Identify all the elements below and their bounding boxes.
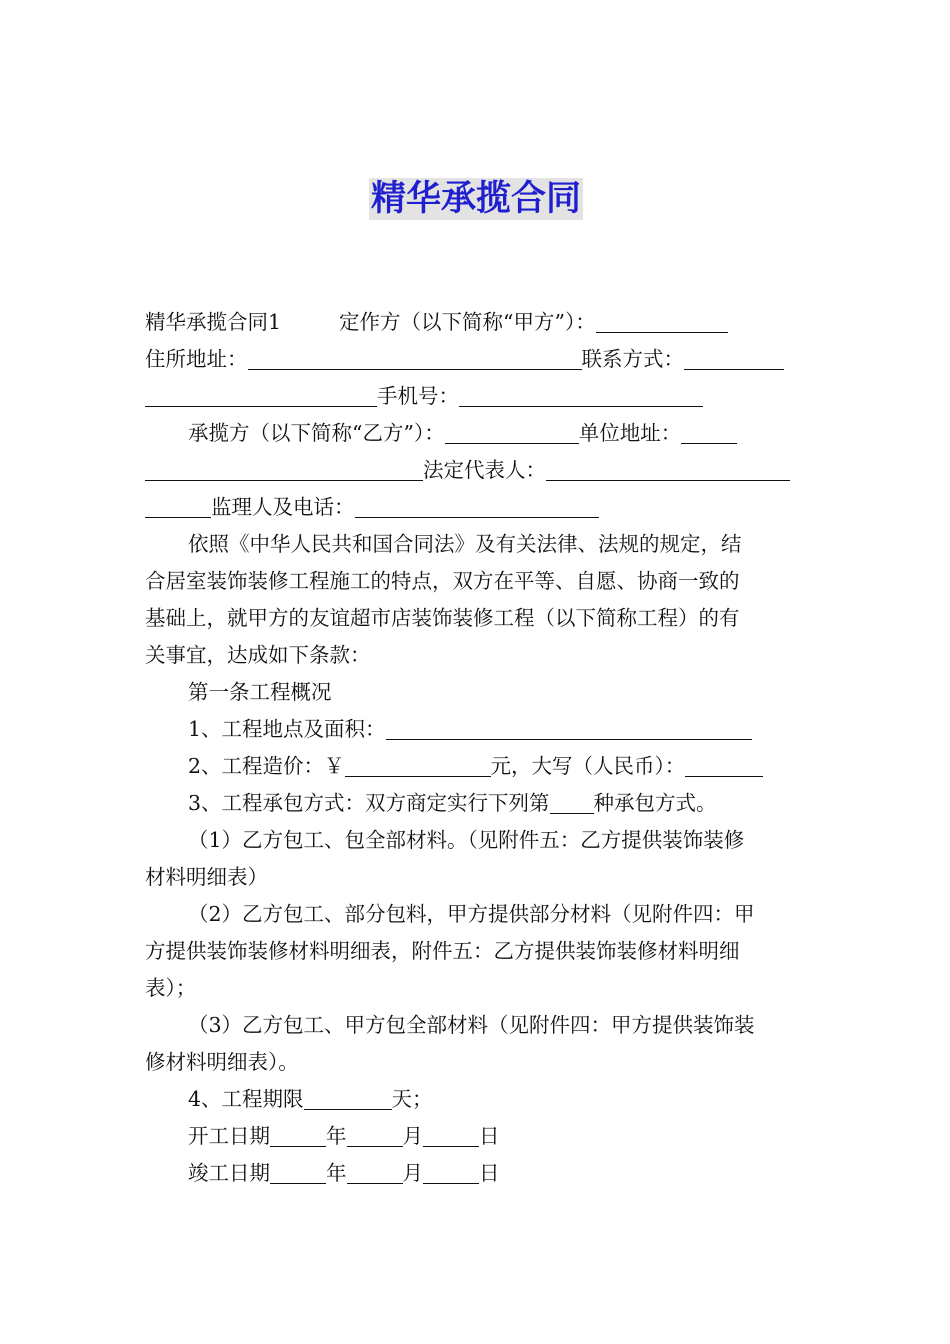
preamble-line-2: 合居室装饰装修工程施工的特点，双方在平等、自愿、协商一致的	[145, 569, 740, 593]
item-3-method	[145, 785, 807, 822]
mobile-line	[145, 378, 807, 415]
start-date-line	[145, 1118, 807, 1155]
address-label: 住所地址：	[145, 347, 248, 371]
party-b-blank	[445, 419, 579, 444]
legal-rep-label: 法定代表人：	[423, 458, 546, 482]
end-day-blank	[423, 1159, 479, 1184]
document-title: 精华承揽合同	[370, 179, 581, 219]
cost-words-label: 元，大写（人民币）：	[490, 754, 686, 778]
location-blank	[386, 715, 752, 740]
end-year-label: 年	[326, 1161, 347, 1185]
contact-label: 联系方式：	[581, 347, 684, 371]
end-date-label: 竣工日期	[188, 1161, 270, 1185]
start-year-blank	[270, 1122, 326, 1147]
party-b-label: 承揽方（以下简称“乙方”）：	[188, 421, 445, 445]
end-month-label: 月	[402, 1161, 423, 1185]
end-date-line	[145, 1155, 807, 1192]
legal-rep-blank	[546, 456, 790, 481]
end-year-blank	[270, 1159, 326, 1184]
preamble-line-3: 基础上，就甲方的友谊超市店装饰装修工程（以下简称工程）的有	[145, 606, 740, 630]
preamble-line-1: 依照《中华人民共和国合同法》及有关法律、法规的规定，结	[188, 532, 742, 556]
party-a-line	[145, 304, 807, 341]
location-label: 1、工程地点及面积：	[188, 717, 386, 741]
option-2-line-3: 表）；	[145, 976, 197, 1000]
address-line	[145, 341, 807, 378]
party-b-line	[145, 415, 807, 452]
item-4-duration	[145, 1081, 807, 1118]
duration-suffix: 天；	[391, 1087, 433, 1111]
option-1-line-1: （1）乙方包工、包全部材料。（见附件五：乙方提供装饰装修	[188, 828, 745, 852]
supervisor-blank	[355, 493, 599, 518]
option-3-line-2: 修材料明细表）。	[145, 1050, 299, 1074]
unit-address-blank-cont	[145, 456, 423, 481]
option-1-line-2: 材料明细表）	[145, 865, 268, 889]
supervisor-line	[145, 489, 807, 526]
end-day-label: 日	[479, 1161, 500, 1185]
party-a-blank	[596, 308, 728, 333]
start-month-label: 月	[402, 1124, 423, 1148]
cost-label: 2、工程造价：￥	[188, 754, 345, 778]
article-1-heading: 第一条工程概况	[188, 680, 332, 704]
unit-address-blank	[681, 419, 737, 444]
mobile-blank	[459, 382, 703, 407]
method-label: 3、工程承包方式：双方商定实行下列第	[188, 791, 550, 815]
address-blank	[248, 345, 582, 370]
party-a-label: 定作方（以下简称“甲方”）：	[339, 310, 596, 334]
start-year-label: 年	[326, 1124, 347, 1148]
preamble-line-4: 关事宜，达成如下条款：	[145, 643, 371, 667]
start-day-label: 日	[479, 1124, 500, 1148]
title-container	[145, 178, 807, 220]
method-suffix: 种承包方式。	[593, 791, 717, 815]
item-1-location	[145, 711, 807, 748]
contact-blank-cont	[145, 382, 377, 407]
mobile-label: 手机号：	[377, 384, 459, 408]
item-2-cost	[145, 748, 807, 785]
supervisor-label: 监理人及电话：	[211, 495, 355, 519]
duration-blank	[304, 1085, 392, 1110]
legal-rep-line	[145, 452, 807, 489]
start-month-blank	[347, 1122, 403, 1147]
option-3-line-1: （3）乙方包工、甲方包全部材料（见附件四：甲方提供装饰装	[188, 1013, 755, 1037]
start-date-label: 开工日期	[188, 1124, 270, 1148]
cost-blank	[345, 752, 491, 777]
legal-rep-blank-cont	[145, 493, 211, 518]
option-2-line-1: （2）乙方包工、部分包料，甲方提供部分材料（见附件四：甲	[188, 902, 755, 926]
heading-label: 精华承揽合同1	[145, 310, 282, 334]
end-month-blank	[347, 1159, 403, 1184]
option-2-line-2: 方提供装饰装修材料明细表，附件五：乙方提供装饰装修材料明细	[145, 939, 740, 963]
method-blank	[550, 789, 594, 814]
start-day-blank	[423, 1122, 479, 1147]
contract-body	[145, 304, 807, 1192]
cost-words-blank	[685, 752, 763, 777]
contact-blank	[684, 345, 784, 370]
duration-label: 4、工程期限	[188, 1087, 304, 1111]
unit-address-label: 单位地址：	[578, 421, 682, 445]
